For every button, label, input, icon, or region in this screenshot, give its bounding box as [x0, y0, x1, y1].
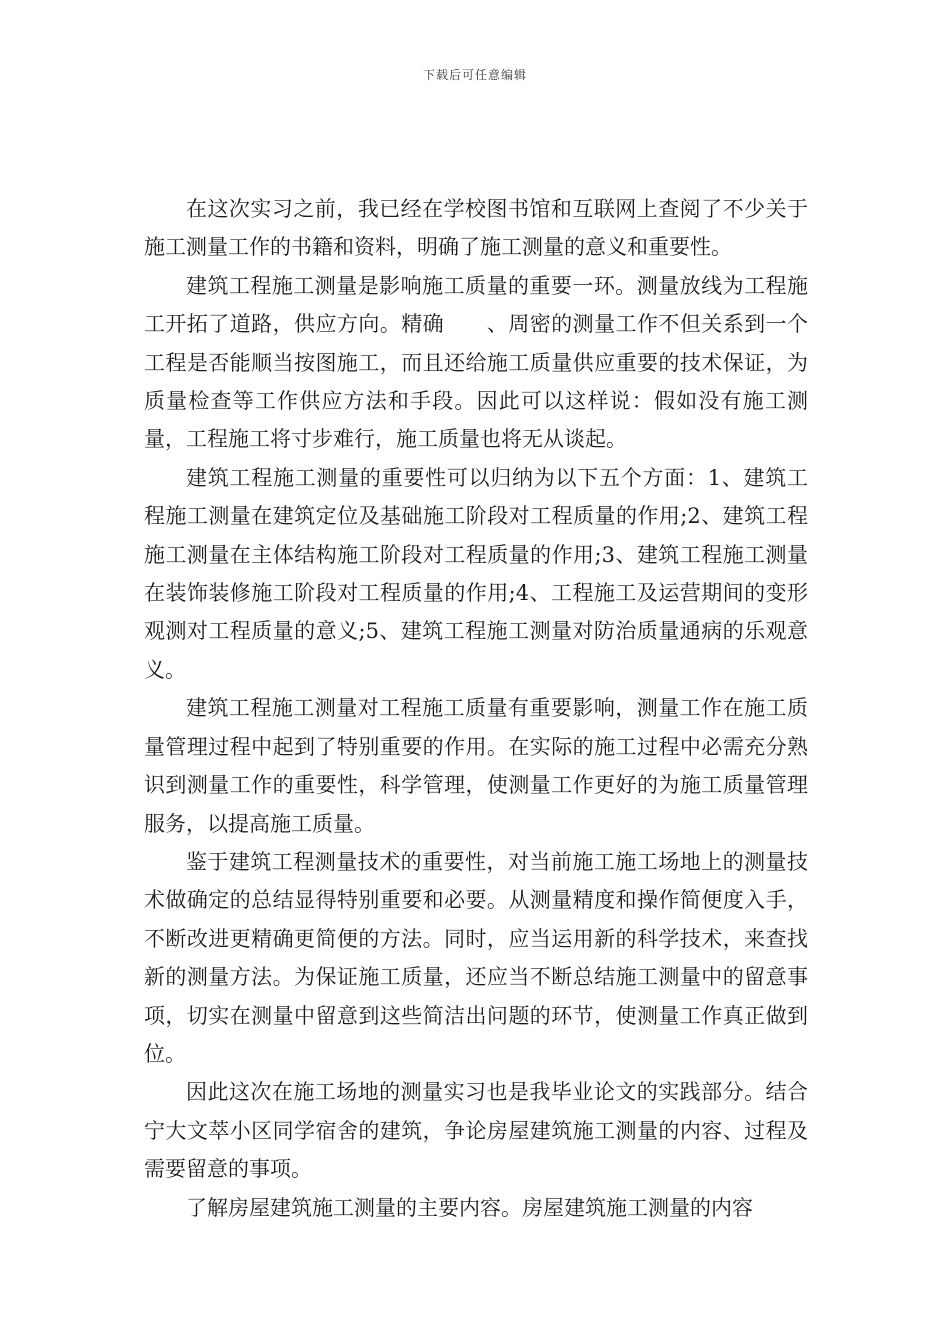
paragraph-3: 建筑工程施工测量的重要性可以归纳为以下五个方面：1、建筑工程施工测量在建筑定位及基础施工阶段对工程质量的作用;2、建筑工程施工测量在主体结构施工阶段对工程质量的作用;3、建筑工程施工测量在装饰装修施工阶段对工程质量的作用;4、工程施工及运营期间的变形观测对工程质量的意义;5、建筑工程施工测量对防治质量通病的乐观意义。: [144, 465, 808, 682]
paragraph-1: 在这次实习之前，我已经在学校图书馆和互联网上查阅了不少关于施工测量工作的书籍和资料，明确了施工测量的意义和重要性。: [144, 197, 808, 260]
page-header: 下载后可任意编辑: [422, 68, 527, 82]
paragraph-4: 建筑工程施工测量对工程施工质量有重要影响，测量工作在施工质量管理过程中起到了特别重要的作用。在实际的施工过程中必需充分熟识到测量工作的重要性，科学管理，使测量工作更好的为施工质量管理服务，以提高施工质量。: [144, 696, 808, 836]
paragraph-5: 鉴于建筑工程测量技术的重要性，对当前施工施工场地上的测量技术做确定的总结显得特别重要和必要。从测量精度和操作简便度入手，不断改进更精确更简便的方法。同时，应当运用新的科学技术，来查找新的测量方法。为保证施工质量，还应当不断总结施工测量中的留意事项，切实在测量中留意到这些简洁出问题的环节，使测量工作真正做到位。: [144, 849, 808, 1066]
paragraph-6: 因此这次在施工场地的测量实习也是我毕业论文的实践部分。结合宁大文萃小区同学宿舍的建筑，争论房屋建筑施工测量的内容、过程及需要留意的事项。: [144, 1080, 808, 1182]
document-body: [144, 190, 808, 1227]
paragraph-2: 建筑工程施工测量是影响施工质量的重要一环。测量放线为工程施工开拓了道路，供应方向。精确 、周密的测量工作不但关系到一个工程是否能顺当按图施工，而且还给施工质量供应重要的技术保证，为质量检查等工作供应方法和手段。因此可以这样说：假如没有施工测量，工程施工将寸步难行，施工质量也将无从谈起。: [144, 273, 808, 452]
paragraph-7: 了解房屋建筑施工测量的主要内容。房屋建筑施工测量的内容: [186, 1195, 753, 1220]
